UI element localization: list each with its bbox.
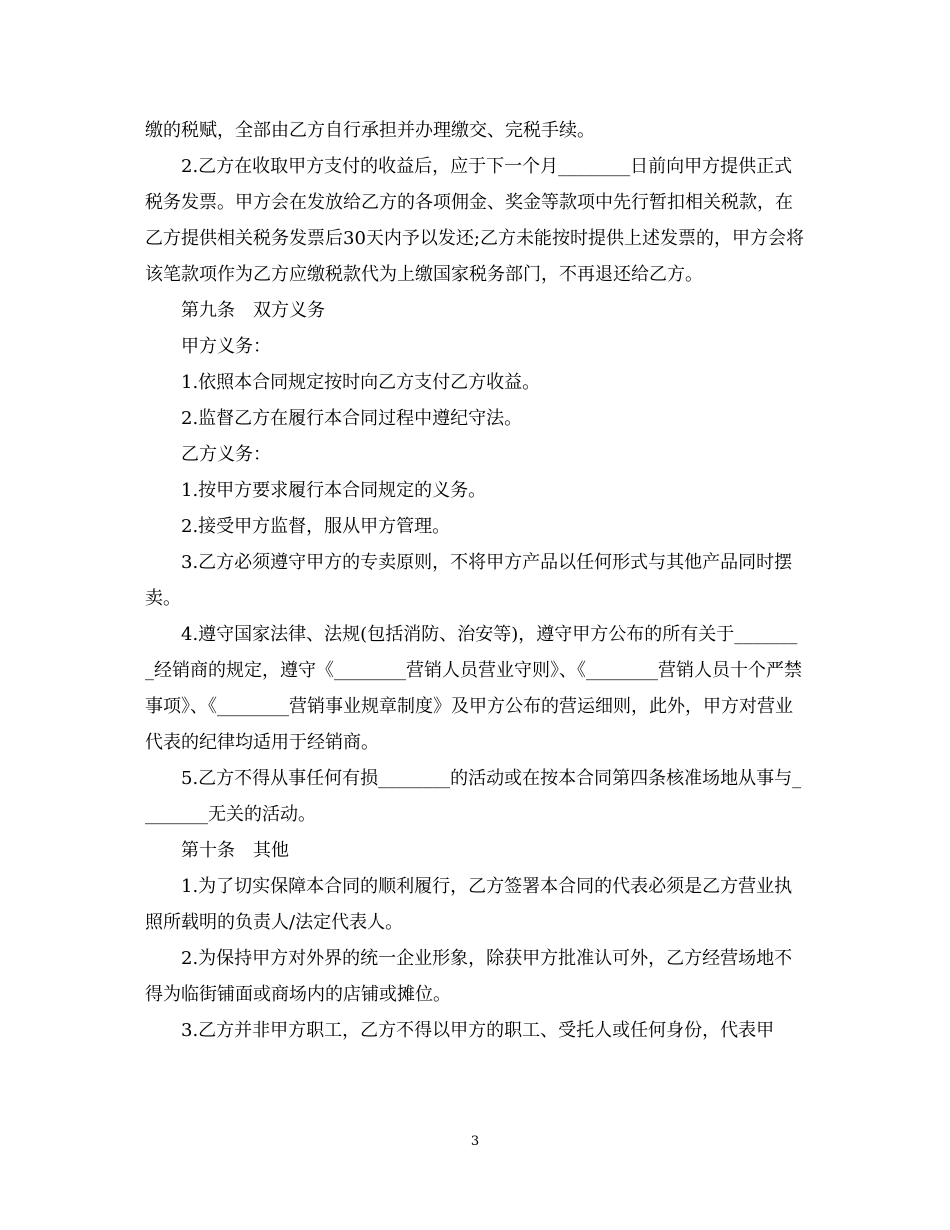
paragraph-party-b-item-2: 2.接受甲方监督，服从甲方管理。: [181, 516, 451, 537]
paragraph-other-item-3: 3.乙方并非甲方职工，乙方不得以甲方的职工、受托人或任何身份，代表甲: [181, 1020, 775, 1041]
document-body: [145, 113, 805, 1049]
heading-article-9: 第九条 双方义务: [181, 300, 325, 321]
paragraph-party-b-item-1: 1.按甲方要求履行本合同规定的义务。: [181, 480, 487, 501]
heading-party-a-obligations: 甲方义务：: [181, 336, 271, 357]
paragraph-tax-invoice: 2.乙方在收取甲方支付的收益后，应于下一个月________日前向甲方提供正式税务发票。甲方会在发放给乙方的各项佣金、奖金等款项中先行暂扣相关税款，在乙方提供相关税务发票后30天内予以发还;乙方未能按时提供上述发票的，甲方会将该笔款项作为乙方应缴税款代为上缴国家税务部门，不再退还给乙方。: [145, 156, 804, 285]
paragraph-party-a-item-1: 1.依照本合同规定按时向乙方支付乙方收益。: [181, 372, 541, 393]
paragraph-other-item-1: 1.为了切实保障本合同的顺利履行，乙方签署本合同的代表必须是乙方营业执照所载明的负责人/法定代表人。: [145, 876, 793, 933]
paragraph-party-b-item-3: 3.乙方必须遵守甲方的专卖原则，不将甲方产品以任何形式与其他产品同时摆卖。: [145, 552, 793, 609]
heading-article-10: 第十条 其他: [181, 840, 289, 861]
page-number: 3: [470, 1134, 480, 1149]
paragraph-party-b-item-5: 5.乙方不得从事任何有损________的活动或在按本合同第四条核准场地从事与________无关的活动。: [145, 768, 802, 825]
paragraph-party-b-item-4: 4.遵守国家法律、法规(包括消防、治安等)，遵守甲方公布的所有关于________经销商的规定，遵守《________营销人员营业守则》、《________营销人员十个严禁事项》、《________营销事业规章制度》及甲方公布的营运细则，此外，甲方对营业代表的纪律均适用于经销商。: [145, 624, 802, 753]
paragraph-other-item-2: 2.为保持甲方对外界的统一企业形象，除获甲方批准认可外，乙方经营场地不得为临街铺面或商场内的店铺或摊位。: [145, 948, 793, 1005]
paragraph-party-a-item-2: 2.监督乙方在履行本合同过程中遵纪守法。: [181, 408, 523, 429]
paragraph-tax-continuation: 缴的税赋，全部由乙方自行承担并办理缴交、完税手续。: [145, 120, 595, 141]
heading-party-b-obligations: 乙方义务：: [181, 444, 271, 465]
